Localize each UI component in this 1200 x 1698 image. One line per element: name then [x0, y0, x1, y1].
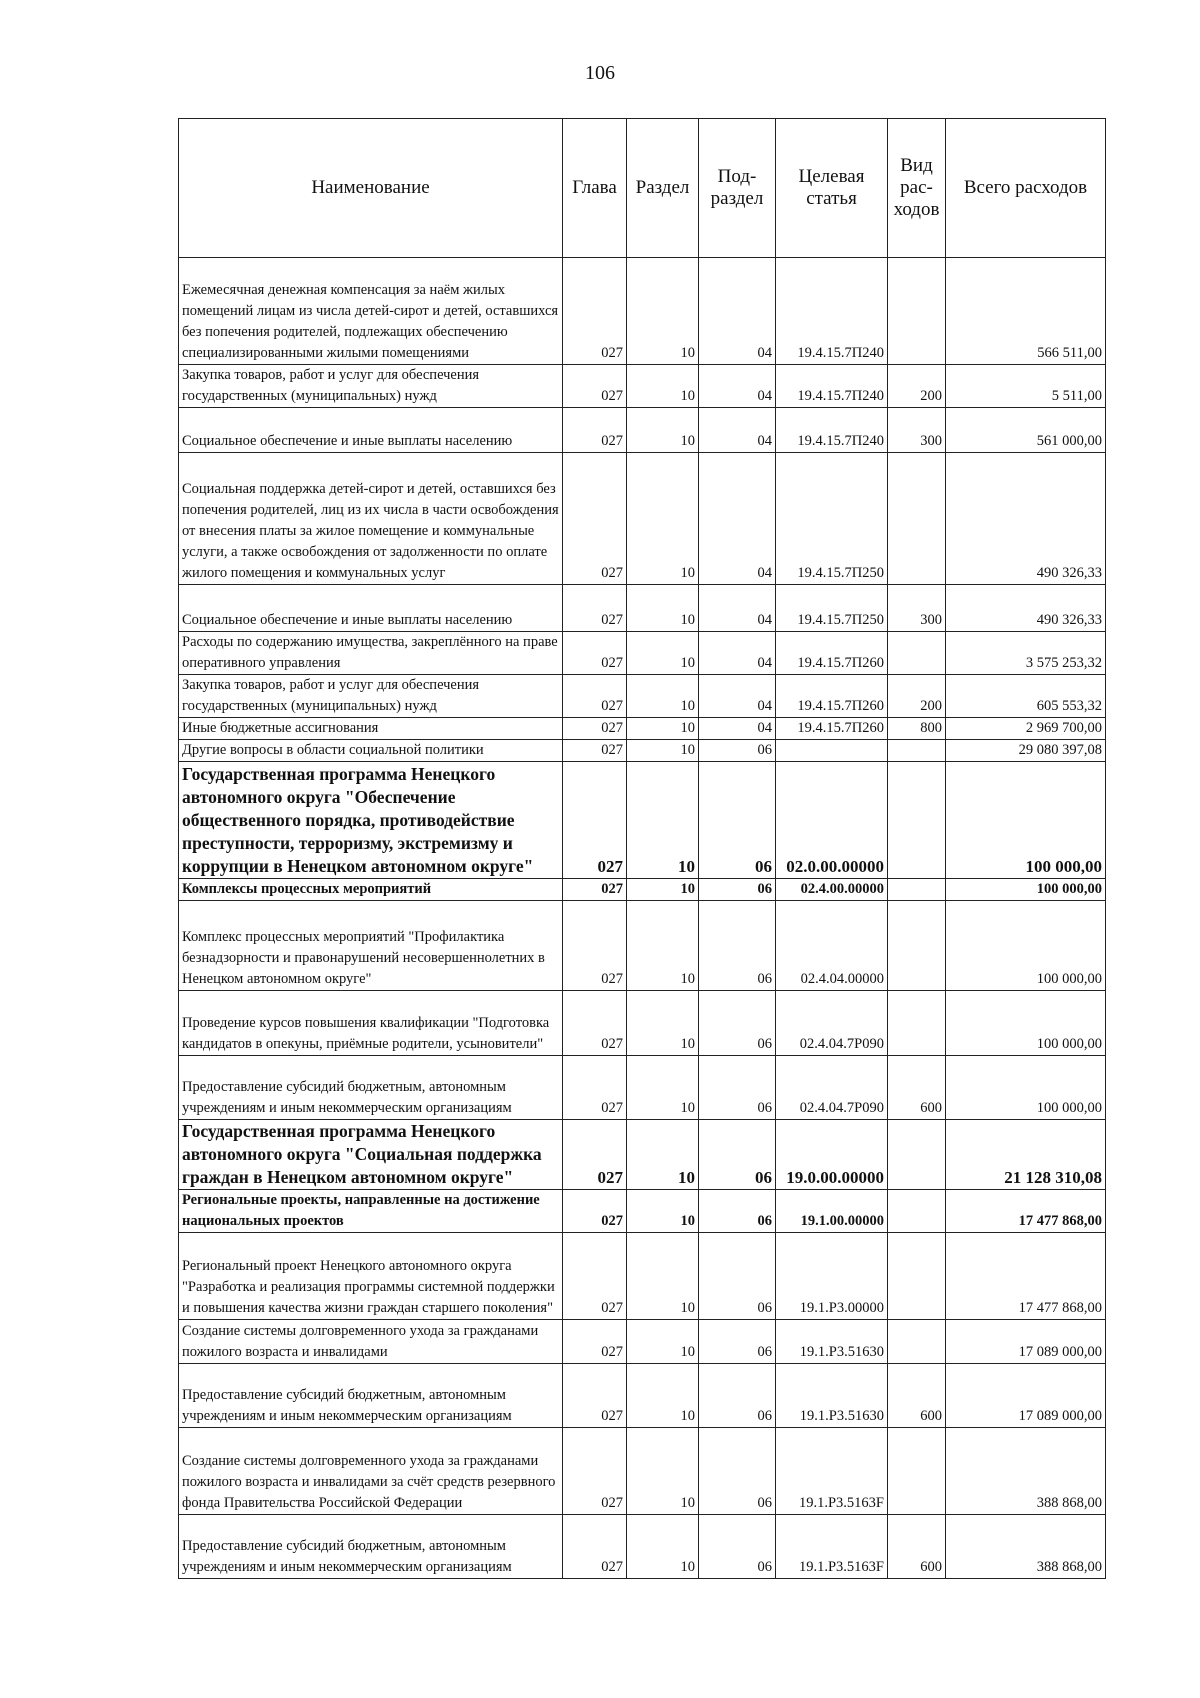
row-section: 10 — [627, 258, 699, 365]
row-target — [776, 740, 888, 762]
row-chapter: 027 — [563, 879, 627, 901]
row-section: 10 — [627, 585, 699, 632]
table-row — [179, 408, 1106, 453]
row-chapter: 027 — [563, 1120, 627, 1190]
row-section: 10 — [627, 365, 699, 408]
row-chapter: 027 — [563, 453, 627, 585]
row-chapter: 027 — [563, 408, 627, 453]
row-name: Закупка товаров, работ и услуг для обеспечения государственных (муниципальных) нужд — [179, 675, 563, 718]
col-header-target-line2: статья — [806, 188, 857, 209]
row-name: Государственная программа Ненецкого автономного округа "Обеспечение общественного порядка, противодействие преступности, терроризму, экстремизму и коррупции в Ненецком автономном округе" — [179, 762, 563, 879]
row-name: Проведение курсов повышения квалификации "Подготовка кандидатов в опекуны, приёмные родители, усыновители" — [179, 991, 563, 1056]
table-row — [179, 365, 1106, 408]
row-type: 200 — [888, 365, 946, 408]
budget-table — [178, 118, 1106, 1579]
row-section: 10 — [627, 632, 699, 675]
row-total: 100 000,00 — [946, 991, 1106, 1056]
row-total: 5 511,00 — [946, 365, 1106, 408]
row-chapter: 027 — [563, 632, 627, 675]
row-subsection: 04 — [699, 408, 776, 453]
row-section: 10 — [627, 718, 699, 740]
row-type — [888, 632, 946, 675]
row-chapter: 027 — [563, 991, 627, 1056]
row-type — [888, 740, 946, 762]
header-row — [179, 119, 1106, 258]
col-header-type-line2: рас- — [900, 177, 933, 198]
col-header-target-line1: Целевая — [798, 166, 865, 187]
table-row — [179, 1320, 1106, 1364]
row-section: 10 — [627, 1120, 699, 1190]
row-total: 100 000,00 — [946, 1056, 1106, 1120]
row-subsection: 06 — [699, 1320, 776, 1364]
col-header-total: Всего расходов — [946, 119, 1106, 258]
table-row — [179, 901, 1106, 991]
row-name: Ежемесячная денежная компенсация за наём жилых помещений лицам из числа детей-сирот и детей, оставшихся без попечения родителей, подлежащих обеспечению специализированными жилыми помещениями — [179, 258, 563, 365]
table-row-program — [179, 1120, 1106, 1190]
col-header-name: Наименование — [179, 119, 563, 258]
row-total: 17 477 868,00 — [946, 1233, 1106, 1320]
row-chapter: 027 — [563, 365, 627, 408]
row-name: Социальное обеспечение и иные выплаты населению — [179, 408, 563, 453]
row-type — [888, 901, 946, 991]
col-header-section: Раздел — [627, 119, 699, 258]
row-type — [888, 991, 946, 1056]
row-chapter: 027 — [563, 1428, 627, 1515]
row-total: 100 000,00 — [946, 762, 1106, 879]
row-section: 10 — [627, 675, 699, 718]
table-row — [179, 1233, 1106, 1320]
row-target: 19.1.00.00000 — [776, 1190, 888, 1233]
row-subsection: 06 — [699, 1190, 776, 1233]
col-header-target — [776, 119, 888, 258]
row-section: 10 — [627, 901, 699, 991]
row-name: Создание системы долговременного ухода за гражданами пожилого возраста и инвалидами — [179, 1320, 563, 1364]
table-row — [179, 1364, 1106, 1428]
row-target: 19.4.15.7П240 — [776, 408, 888, 453]
row-subsection: 06 — [699, 1120, 776, 1190]
row-type: 800 — [888, 718, 946, 740]
row-subsection: 06 — [699, 1233, 776, 1320]
table-row — [179, 453, 1106, 585]
row-name: Предоставление субсидий бюджетным, автономным учреждениям и иным некоммерческим организациям — [179, 1515, 563, 1579]
row-name: Комплекс процессных мероприятий "Профилактика безнадзорности и правонарушений несовершеннолетних в Ненецком автономном округе" — [179, 901, 563, 991]
row-total: 566 511,00 — [946, 258, 1106, 365]
row-subsection: 04 — [699, 632, 776, 675]
table-row — [179, 1056, 1106, 1120]
row-target: 19.1.Р3.51630 — [776, 1320, 888, 1364]
row-target: 19.4.15.7П260 — [776, 632, 888, 675]
row-target: 02.0.00.00000 — [776, 762, 888, 879]
row-subsection: 04 — [699, 453, 776, 585]
row-chapter: 027 — [563, 1364, 627, 1428]
row-total: 29 080 397,08 — [946, 740, 1106, 762]
row-name: Региональные проекты, направленные на достижение национальных проектов — [179, 1190, 563, 1233]
row-type: 600 — [888, 1515, 946, 1579]
row-subsection: 06 — [699, 879, 776, 901]
row-target: 02.4.04.7Р090 — [776, 991, 888, 1056]
row-type — [888, 879, 946, 901]
row-subsection: 06 — [699, 740, 776, 762]
row-name: Расходы по содержанию имущества, закреплённого на праве оперативного управления — [179, 632, 563, 675]
row-name: Социальная поддержка детей-сирот и детей, оставшихся без попечения родителей, лиц из их числа в части освобождения от внесения платы за жилое помещение и коммунальные услуги, а также освобождения от задолженности по оплате жилого помещения и коммунальных услуг — [179, 453, 563, 585]
row-section: 10 — [627, 1320, 699, 1364]
row-target: 19.4.15.7П260 — [776, 718, 888, 740]
row-total: 17 089 000,00 — [946, 1320, 1106, 1364]
row-type: 600 — [888, 1364, 946, 1428]
row-total: 100 000,00 — [946, 879, 1106, 901]
row-total: 17 089 000,00 — [946, 1364, 1106, 1428]
table-row — [179, 740, 1106, 762]
row-chapter: 027 — [563, 585, 627, 632]
table-row — [179, 718, 1106, 740]
row-chapter: 027 — [563, 718, 627, 740]
row-section: 10 — [627, 1190, 699, 1233]
row-subsection: 06 — [699, 1056, 776, 1120]
row-chapter: 027 — [563, 1320, 627, 1364]
table-row-program — [179, 762, 1106, 879]
row-total: 561 000,00 — [946, 408, 1106, 453]
table-row — [179, 585, 1106, 632]
row-type: 300 — [888, 585, 946, 632]
row-type: 300 — [888, 408, 946, 453]
table-row — [179, 258, 1106, 365]
col-header-type-line1: Вид — [900, 155, 933, 176]
row-total: 490 326,33 — [946, 453, 1106, 585]
row-total: 3 575 253,32 — [946, 632, 1106, 675]
row-name: Государственная программа Ненецкого автономного округа "Социальная поддержка граждан в Ненецком автономном округе" — [179, 1120, 563, 1190]
col-header-type-line3: ходов — [893, 199, 940, 220]
row-type: 200 — [888, 675, 946, 718]
table-row — [179, 632, 1106, 675]
row-total: 605 553,32 — [946, 675, 1106, 718]
row-chapter: 027 — [563, 675, 627, 718]
table-row — [179, 991, 1106, 1056]
page-number: 106 — [585, 62, 615, 84]
table-row-subtotal — [179, 879, 1106, 901]
row-target: 19.1.Р3.00000 — [776, 1233, 888, 1320]
col-header-type — [888, 119, 946, 258]
row-section: 10 — [627, 453, 699, 585]
row-name: Иные бюджетные ассигнования — [179, 718, 563, 740]
row-subsection: 06 — [699, 762, 776, 879]
row-name: Предоставление субсидий бюджетным, автономным учреждениям и иным некоммерческим организациям — [179, 1364, 563, 1428]
row-section: 10 — [627, 1515, 699, 1579]
table-row — [179, 1428, 1106, 1515]
row-type — [888, 1428, 946, 1515]
row-section: 10 — [627, 1233, 699, 1320]
row-subsection: 04 — [699, 718, 776, 740]
table-row — [179, 675, 1106, 718]
row-subsection: 06 — [699, 991, 776, 1056]
row-name: Социальное обеспечение и иные выплаты населению — [179, 585, 563, 632]
row-type — [888, 762, 946, 879]
table-row-subtotal — [179, 1190, 1106, 1233]
row-target: 02.4.04.7Р090 — [776, 1056, 888, 1120]
row-total: 388 868,00 — [946, 1515, 1106, 1579]
col-header-subsection — [699, 119, 776, 258]
row-type: 600 — [888, 1056, 946, 1120]
row-type — [888, 1320, 946, 1364]
row-name: Создание системы долговременного ухода за гражданами пожилого возраста и инвалидами за счёт средств резервного фонда Правительства Российской Федерации — [179, 1428, 563, 1515]
row-name: Региональный проект Ненецкого автономного округа "Разработка и реализация программы системной поддержки и повышения качества жизни граждан старшего поколения" — [179, 1233, 563, 1320]
row-name: Другие вопросы в области социальной политики — [179, 740, 563, 762]
row-target: 19.4.15.7П260 — [776, 675, 888, 718]
row-chapter: 027 — [563, 1190, 627, 1233]
row-subsection: 06 — [699, 901, 776, 991]
row-section: 10 — [627, 1364, 699, 1428]
row-total: 17 477 868,00 — [946, 1190, 1106, 1233]
row-section: 10 — [627, 408, 699, 453]
row-chapter: 027 — [563, 762, 627, 879]
row-subsection: 06 — [699, 1364, 776, 1428]
row-target: 19.4.15.7П250 — [776, 585, 888, 632]
table-row — [179, 1515, 1106, 1579]
row-chapter: 027 — [563, 258, 627, 365]
row-chapter: 027 — [563, 901, 627, 991]
row-chapter: 027 — [563, 1515, 627, 1579]
row-section: 10 — [627, 879, 699, 901]
row-target: 02.4.04.00000 — [776, 901, 888, 991]
row-total: 490 326,33 — [946, 585, 1106, 632]
row-name: Предоставление субсидий бюджетным, автономным учреждениям и иным некоммерческим организациям — [179, 1056, 563, 1120]
row-type — [888, 258, 946, 365]
row-section: 10 — [627, 1056, 699, 1120]
row-total: 388 868,00 — [946, 1428, 1106, 1515]
row-section: 10 — [627, 1428, 699, 1515]
row-total: 21 128 310,08 — [946, 1120, 1106, 1190]
row-section: 10 — [627, 762, 699, 879]
row-subsection: 06 — [699, 1428, 776, 1515]
row-target: 19.4.15.7П240 — [776, 258, 888, 365]
row-target: 19.1.Р3.5163F — [776, 1428, 888, 1515]
row-chapter: 027 — [563, 1233, 627, 1320]
row-total: 2 969 700,00 — [946, 718, 1106, 740]
row-target: 02.4.00.00000 — [776, 879, 888, 901]
row-section: 10 — [627, 991, 699, 1056]
row-subsection: 04 — [699, 258, 776, 365]
row-name: Комплексы процессных мероприятий — [179, 879, 563, 901]
row-type — [888, 453, 946, 585]
row-section: 10 — [627, 740, 699, 762]
row-subsection: 04 — [699, 365, 776, 408]
row-target: 19.4.15.7П250 — [776, 453, 888, 585]
row-target: 19.4.15.7П240 — [776, 365, 888, 408]
row-target: 19.1.Р3.5163F — [776, 1515, 888, 1579]
row-type — [888, 1190, 946, 1233]
row-subsection: 04 — [699, 675, 776, 718]
row-name: Закупка товаров, работ и услуг для обеспечения государственных (муниципальных) нужд — [179, 365, 563, 408]
col-header-chapter: Глава — [563, 119, 627, 258]
row-target: 19.1.Р3.51630 — [776, 1364, 888, 1428]
row-type — [888, 1233, 946, 1320]
row-chapter: 027 — [563, 1056, 627, 1120]
row-subsection: 06 — [699, 1515, 776, 1579]
row-subsection: 04 — [699, 585, 776, 632]
row-chapter: 027 — [563, 740, 627, 762]
col-header-subsection-line2: раздел — [710, 188, 764, 209]
row-target: 19.0.00.00000 — [776, 1120, 888, 1190]
row-type — [888, 1120, 946, 1190]
row-total: 100 000,00 — [946, 901, 1106, 991]
col-header-subsection-line1: Под- — [717, 166, 757, 187]
